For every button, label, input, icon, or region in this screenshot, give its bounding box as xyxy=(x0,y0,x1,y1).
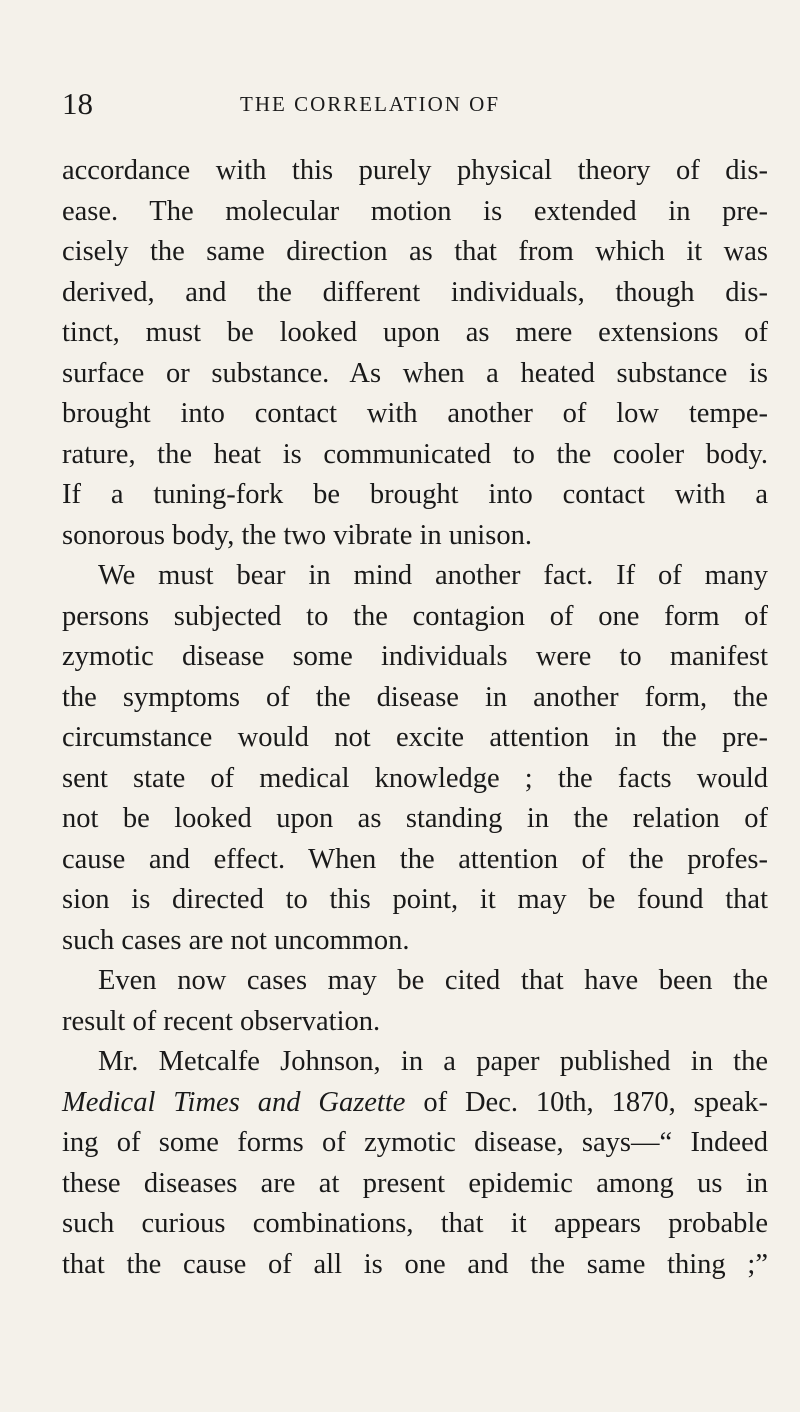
text-line: We must bear in mind another fact. If of many xyxy=(98,560,768,591)
text-line: Even now cases may be cited that have been the xyxy=(98,965,768,996)
running-head: THE CORRELATION OF xyxy=(240,92,500,116)
text-line: Mr. Metcalfe Johnson, in a paper published in the xyxy=(98,1046,768,1077)
text-line: tinct, must be looked upon as mere extensions of xyxy=(62,317,768,348)
text-line: cisely the same direction as that from which it was xyxy=(62,236,768,267)
journal-title: Medical Times and Gazette xyxy=(62,1086,406,1118)
text-line: sion is directed to this point, it may be found that xyxy=(62,884,768,915)
text-line: ease. The molecular motion is extended in pre- xyxy=(62,195,768,227)
page-header xyxy=(0,84,800,124)
text-line: that the cause of all is one and the same thing ;” xyxy=(62,1248,768,1280)
text-line: rature, the heat is communicated to the cooler body. xyxy=(62,438,768,470)
text-span: of Dec. 10th, 1870, speak- xyxy=(405,1086,768,1118)
text-line: result of recent observation. xyxy=(62,1005,381,1037)
text-line: not be looked upon as standing in the relation of xyxy=(62,803,768,834)
text-line: accordance with this purely physical theory of dis- xyxy=(62,155,768,186)
body-text xyxy=(62,151,768,1285)
text-line: the symptoms of the disease in another form, the xyxy=(62,681,768,713)
text-line: sent state of medical knowledge ; the facts would xyxy=(62,762,768,794)
text-line: surface or substance. As when a heated substance is xyxy=(62,357,768,389)
text-line: such curious combinations, that it appears probable xyxy=(62,1208,768,1239)
page-number: 18 xyxy=(62,86,93,121)
text-line: circumstance would not excite attention in the pre- xyxy=(62,722,768,753)
text-line: sonorous body, the two vibrate in unison. xyxy=(62,519,532,551)
text-line: If a tuning-fork be brought into contact with a xyxy=(62,479,768,510)
text-line: brought into contact with another of low tempe- xyxy=(62,398,768,429)
text-line xyxy=(62,1083,768,1124)
text-line: zymotic disease some individuals were to manifest xyxy=(62,641,768,672)
text-line: persons subjected to the contagion of one form of xyxy=(62,600,768,632)
text-line: derived, and the different individuals, though dis- xyxy=(62,276,768,308)
text-line: ing of some forms of zymotic disease, says—“ Indeed xyxy=(62,1127,768,1158)
text-line: these diseases are at present epidemic among us in xyxy=(62,1167,768,1199)
text-line: such cases are not uncommon. xyxy=(62,924,410,956)
text-line: cause and effect. When the attention of the profes- xyxy=(62,843,768,875)
